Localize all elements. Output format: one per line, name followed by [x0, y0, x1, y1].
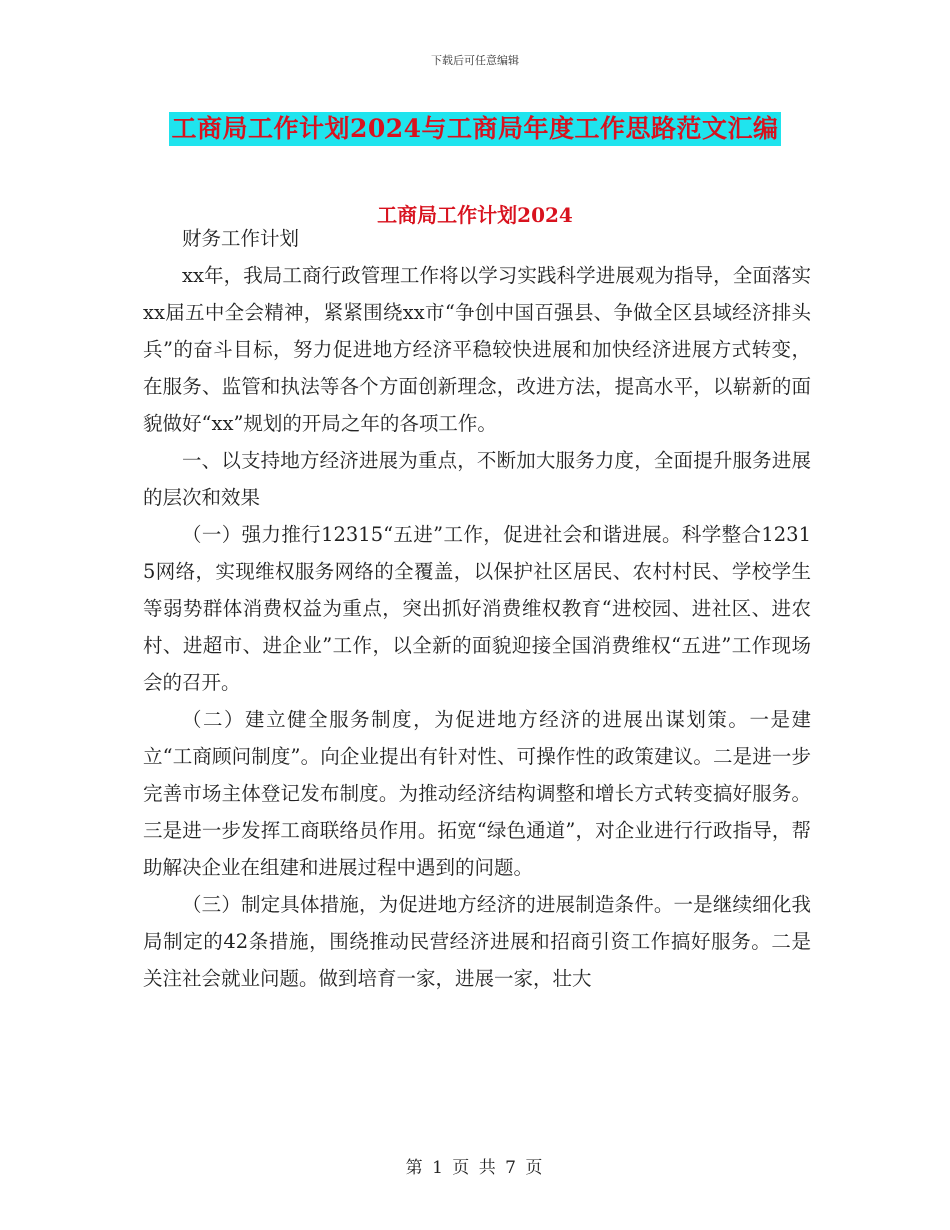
main-title: 工商局工作计划2024与工商局年度工作思路范文汇编: [169, 112, 780, 146]
main-title-container: [0, 112, 950, 146]
paragraph: xx年，我局工商行政管理工作将以学习实践科学进展观为指导，全面落实xx届五中全会精神，紧紧围绕xx市“争创中国百强县、争做全区县域经济排头兵”的奋斗目标，努力促进地方经济平稳较快进展和加快经济进展方式转变，在服务、监管和执法等各个方面创新理念，改进方法，提高水平，以崭新的面貌做好“xx”规划的开局之年的各项工作。: [143, 264, 811, 435]
document-body: [143, 220, 811, 997]
paragraph: 一、以支持地方经济进展为重点，不断加大服务力度，全面提升服务进展的层次和效果: [143, 449, 811, 509]
paragraph: （一）强力推行12315“五进”工作，促进社会和谐进展。科学整合12315网络，实现维权服务网络的全覆盖，以保护社区居民、农村村民、学校学生等弱势群体消费权益为重点，突出抓好消费维权教育“进校园、进社区、进农村、进超市、进企业”工作，以全新的面貌迎接全国消费维权“五进”工作现场会的召开。: [143, 523, 811, 694]
page-header-note: 下载后可任意编辑: [431, 54, 519, 67]
paragraph: （二）建立健全服务制度，为促进地方经济的进展出谋划策。一是建立“工商顾问制度”。向企业提出有针对性、可操作性的政策建议。二是进一步完善市场主体登记发布制度。为推动经济结构调整和增长方式转变搞好服务。三是进一步发挥工商联络员作用。拓宽“绿色通道”，对企业进行行政指导，帮助解决企业在组建和进展过程中遇到的问题。: [143, 708, 811, 879]
page-number: 第 1 页 共 7 页: [405, 1158, 545, 1178]
paragraph: （三）制定具体措施，为促进地方经济的进展制造条件。一是继续细化我局制定的42条措施，围绕推动民营经济进展和招商引资工作搞好服务。二是关注社会就业问题。做到培育一家，进展一家，壮大: [143, 893, 811, 990]
paragraph-heading: 财务工作计划: [182, 227, 300, 250]
section-title: 工商局工作计划2024: [377, 203, 573, 227]
